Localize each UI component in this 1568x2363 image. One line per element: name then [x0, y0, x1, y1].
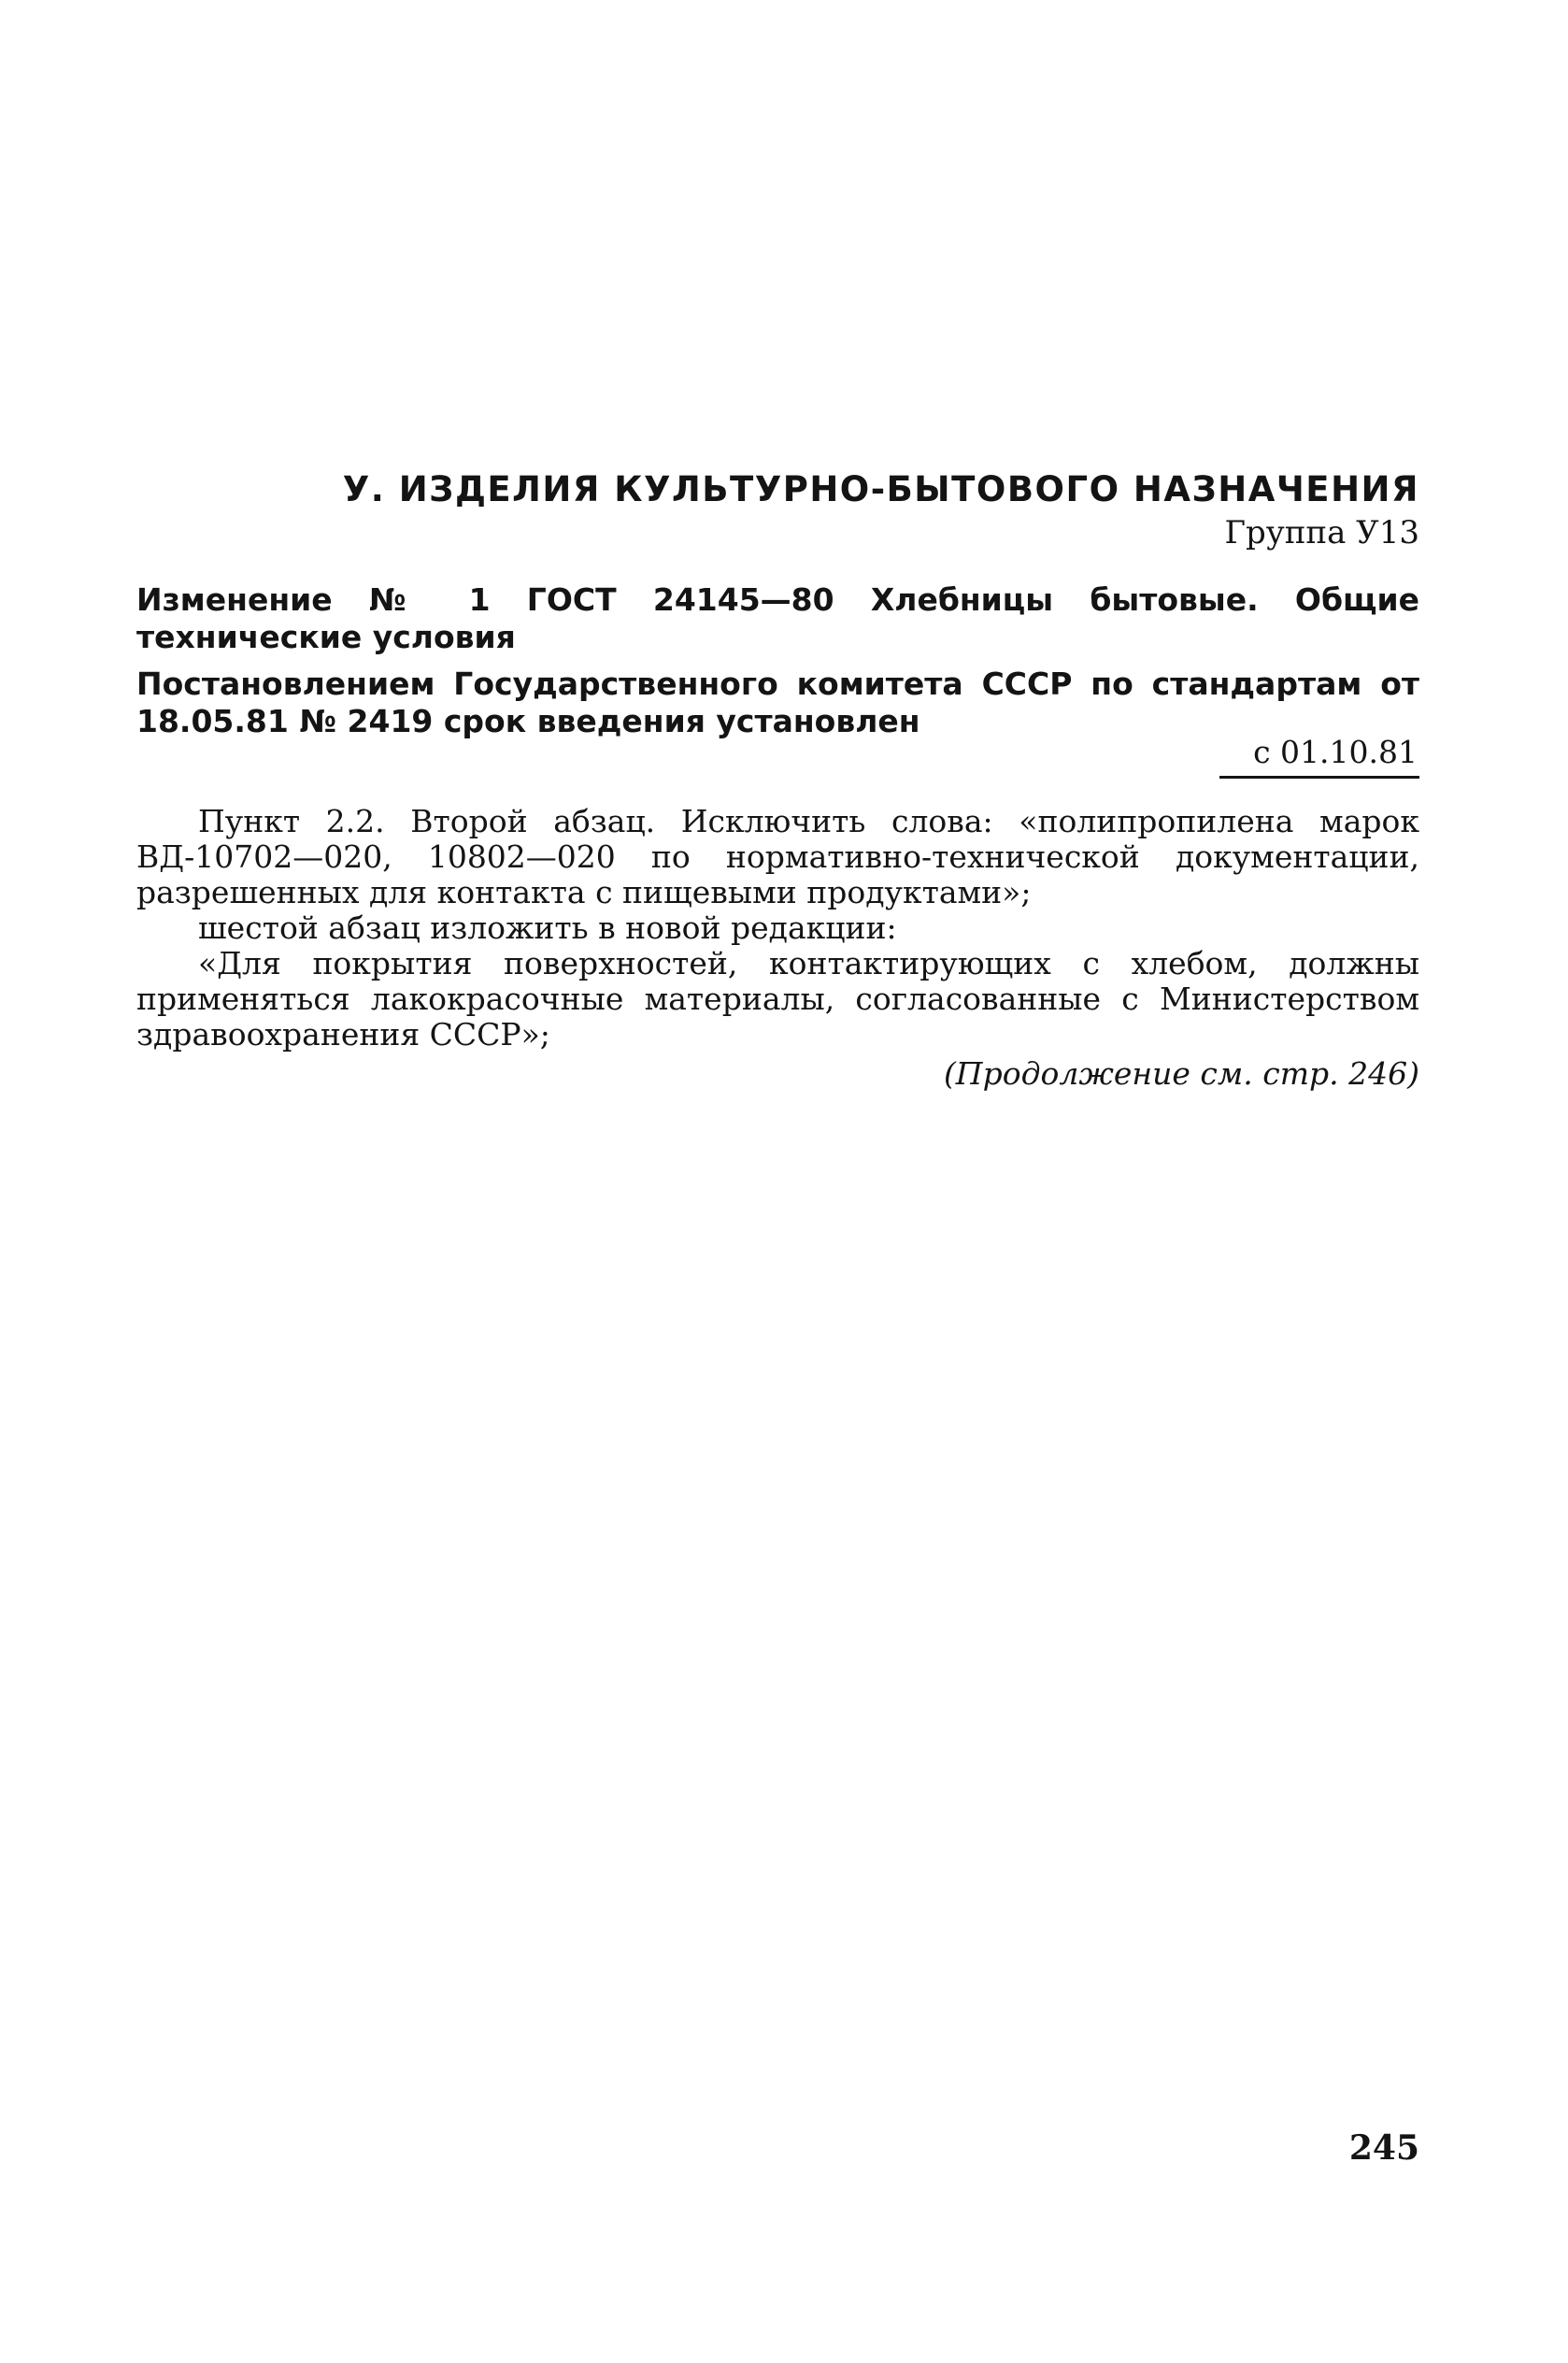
effective-date-row	[136, 733, 1419, 779]
page-number: 245	[1348, 2128, 1419, 2168]
group-label: Группа У13	[1224, 514, 1419, 551]
continuation-note: (Продолжение см. стр. 246)	[943, 1055, 1419, 1092]
body-text	[136, 804, 1419, 1053]
body-paragraph: «Для покрытия поверхностей, контактирующих с хлебом, должны применяться лакокрасочные материалы, согласованные с Министерством здравоохранения СССР»;	[136, 945, 1419, 1053]
section-title: У. ИЗДЕЛИЯ КУЛЬТУРНО-БЫТОВОГО НАЗНАЧЕНИЯ	[342, 469, 1419, 509]
body-paragraph: Пункт 2.2. Второй абзац. Исключить слова: «полипропилена марок ВД-10702—020, 10802—020 по нормативно-технической документации, разрешенных для контакта с пищевыми продуктами»;	[136, 803, 1419, 910]
change-heading: Изменение № 1 ГОСТ 24145—80 Хлебницы бытовые. Общие технические условия	[136, 581, 1419, 655]
decree-text: Постановлением Государственного комитета СССР по стандартам от 18.05.81 № 2419 срок введения установлен	[136, 666, 1419, 739]
effective-date: с 01.10.81	[1219, 733, 1419, 779]
body-paragraph: шестой абзац изложить в новой редакции:	[198, 909, 897, 946]
